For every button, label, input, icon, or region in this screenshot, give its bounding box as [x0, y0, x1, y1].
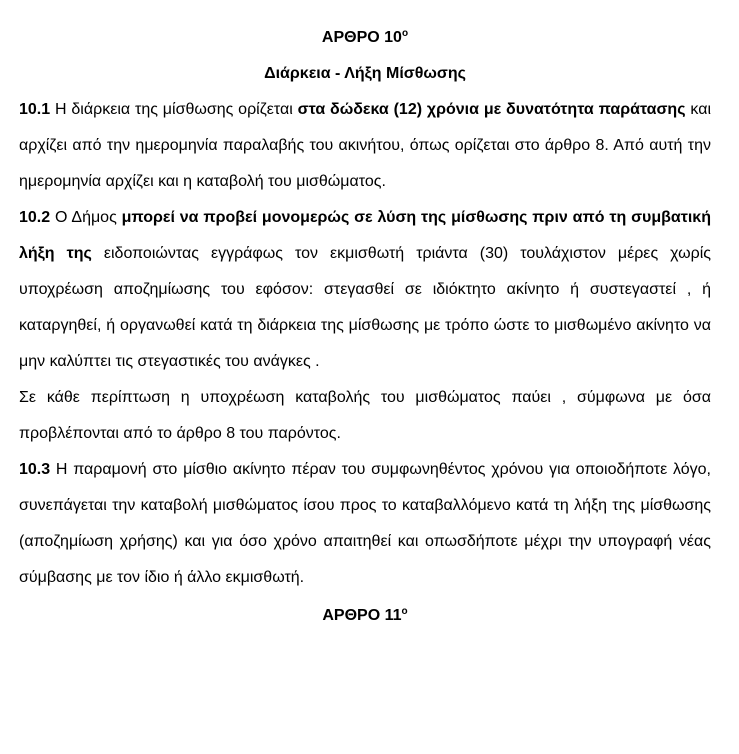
document-page: [19, 20, 711, 634]
article-11-title: ΑΡΘΡΟ 11: [322, 607, 402, 624]
article-11-heading: [19, 598, 711, 634]
article-10-ordinal: ο: [401, 28, 409, 39]
paragraph-10-1-text-a: Η διάρκεια της μίσθωσης ορίζεται: [50, 101, 298, 118]
paragraph-10-1-bold: στα δώδεκα (12) χρόνια με δυνατότητα παράτασης: [297, 101, 686, 118]
paragraph-10-2-text-a: Ο Δήμος: [50, 209, 122, 226]
paragraph-10-2-number: 10.2: [19, 209, 51, 226]
article-10-heading: [19, 20, 711, 56]
paragraph-10-3-number: 10.3: [19, 461, 51, 478]
article-10-title: ΑΡΘΡΟ 10: [321, 29, 402, 46]
paragraph-10-3: [19, 452, 711, 596]
article-10-subtitle: Διάρκεια - Λήξη Μίσθωσης: [264, 65, 466, 82]
article-11-ordinal: ο: [401, 606, 408, 617]
paragraph-10-2: [19, 200, 711, 380]
paragraph-10-2-bold: μπορεί να προβεί μονομερώς σε λύση της μίσθωσης πριν από τη συμβατική λήξη της: [19, 209, 712, 262]
paragraph-10-1: [19, 92, 711, 200]
paragraph-10-1-number: 10.1: [19, 101, 51, 118]
paragraph-10-3-text: Η παραμονή στο μίσθιο ακίνητο πέραν του συμφωνηθέντος χρόνου για οποιοδήποτε λόγο, συνεπάγεται την καταβολή μισθώματος ίσου προς το καταβαλλόμενο κατά τη λήξη της μίσθωσης (αποζημίωση χρήσης) και για όσο χρόνο απαιτηθεί και οπωσδήποτε μέχρι την υπογραφή νέας σύμβασης με τον ίδιο ή άλλο εκμισθωτή.: [19, 461, 711, 586]
paragraph-10-2-continuation: Σε κάθε περίπτωση η υποχρέωση καταβολής του μισθώματος παύει , σύμφωνα με όσα προβλέπονται από το άρθρο 8 του παρόντος.: [19, 389, 711, 442]
paragraph-10-2-text-b: ειδοποιώντας εγγράφως τον εκμισθωτή τριάντα (30) τουλάχιστον μέρες χωρίς υποχρέωση αποζημίωσης του εφόσον: στεγασθεί σε ιδιόκτητο ακίνητο ή συστεγαστεί , ή καταργηθεί, ή οργανωθεί κατά τη διάρκεια της μίσθωσης με τρόπο ώστε το μισθωμένο ακίνητο να μην καλύπτει τις στεγαστικές του ανάγκες .: [19, 245, 711, 370]
paragraph-10-1-text-b: και αρχίζει από την ημερομηνία παραλαβής του ακινήτου, όπως ορίζεται στο άρθρο 8. Από αυτή την ημερομηνία αρχίζει και η καταβολή του μισθώματος.: [19, 101, 711, 190]
